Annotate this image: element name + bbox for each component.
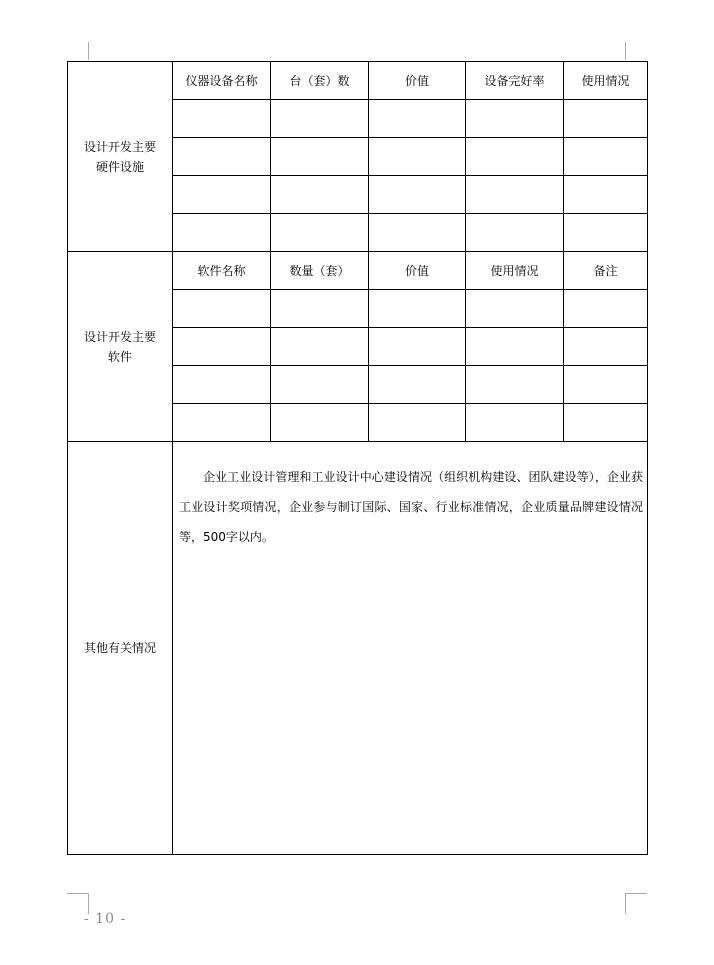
hardware-cell[interactable] — [369, 214, 466, 252]
software-cell[interactable] — [173, 366, 271, 404]
hardware-cell[interactable] — [369, 176, 466, 214]
software-cell[interactable] — [466, 366, 564, 404]
software-section-label — [68, 252, 173, 442]
hardware-cell[interactable] — [271, 138, 369, 176]
hardware-cell[interactable] — [466, 138, 564, 176]
hardware-cell[interactable] — [271, 214, 369, 252]
software-cell[interactable] — [173, 328, 271, 366]
software-header-row — [68, 252, 648, 290]
software-cell[interactable] — [271, 328, 369, 366]
software-col-header: 使用情况 — [466, 252, 564, 290]
hardware-cell[interactable] — [466, 214, 564, 252]
software-cell[interactable] — [466, 328, 564, 366]
software-col-header: 备注 — [564, 252, 648, 290]
hardware-cell[interactable] — [173, 214, 271, 252]
hardware-section-label — [68, 62, 173, 252]
hardware-col-header: 使用情况 — [564, 62, 648, 100]
hardware-cell[interactable] — [173, 138, 271, 176]
software-cell[interactable] — [271, 290, 369, 328]
software-cell[interactable] — [466, 290, 564, 328]
crop-mark-top-left — [88, 42, 89, 60]
software-cell[interactable] — [564, 404, 648, 442]
software-cell[interactable] — [369, 290, 466, 328]
software-cell[interactable] — [564, 328, 648, 366]
hardware-col-header: 仪器设备名称 — [173, 62, 271, 100]
hardware-cell[interactable] — [564, 138, 648, 176]
hardware-label-line1: 设计开发主要 — [83, 139, 156, 154]
hardware-cell[interactable] — [369, 100, 466, 138]
hardware-header-row — [68, 62, 648, 100]
software-cell[interactable] — [466, 404, 564, 442]
hardware-col-header: 价值 — [369, 62, 466, 100]
other-section-row — [68, 442, 648, 855]
software-cell[interactable] — [564, 366, 648, 404]
hardware-col-header: 设备完好率 — [466, 62, 564, 100]
application-form-table — [67, 61, 648, 855]
other-section-instruction: 企业工业设计管理和工业设计中心建设情况（组织机构建设、团队建设等），企业获工业设计奖项情况，企业参与制订国际、国家、行业标准情况，企业质量品牌建设情况等，500字以内。 — [179, 470, 643, 544]
other-section-content[interactable] — [173, 442, 648, 855]
hardware-cell[interactable] — [564, 100, 648, 138]
software-label-line1: 设计开发主要 — [83, 329, 156, 344]
hardware-col-header: 台（套）数 — [271, 62, 369, 100]
hardware-cell[interactable] — [466, 176, 564, 214]
software-cell[interactable] — [173, 404, 271, 442]
crop-mark-top-right — [625, 42, 626, 60]
other-section-label: 其他有关情况 — [68, 442, 173, 855]
hardware-cell[interactable] — [271, 176, 369, 214]
software-cell[interactable] — [271, 404, 369, 442]
software-cell[interactable] — [369, 404, 466, 442]
hardware-cell[interactable] — [173, 100, 271, 138]
software-col-header: 价值 — [369, 252, 466, 290]
hardware-cell[interactable] — [564, 176, 648, 214]
software-cell[interactable] — [173, 290, 271, 328]
software-cell[interactable] — [271, 366, 369, 404]
page-number: - 10 - — [84, 911, 127, 927]
hardware-cell[interactable] — [271, 100, 369, 138]
software-cell[interactable] — [564, 290, 648, 328]
hardware-label-line2: 硬件设施 — [95, 159, 144, 174]
hardware-cell[interactable] — [466, 100, 564, 138]
software-cell[interactable] — [369, 366, 466, 404]
hardware-cell[interactable] — [173, 176, 271, 214]
hardware-cell[interactable] — [564, 214, 648, 252]
software-label-line2: 软件 — [107, 349, 132, 364]
software-col-header: 数量（套） — [271, 252, 369, 290]
hardware-cell[interactable] — [369, 138, 466, 176]
software-cell[interactable] — [369, 328, 466, 366]
software-col-header: 软件名称 — [173, 252, 271, 290]
